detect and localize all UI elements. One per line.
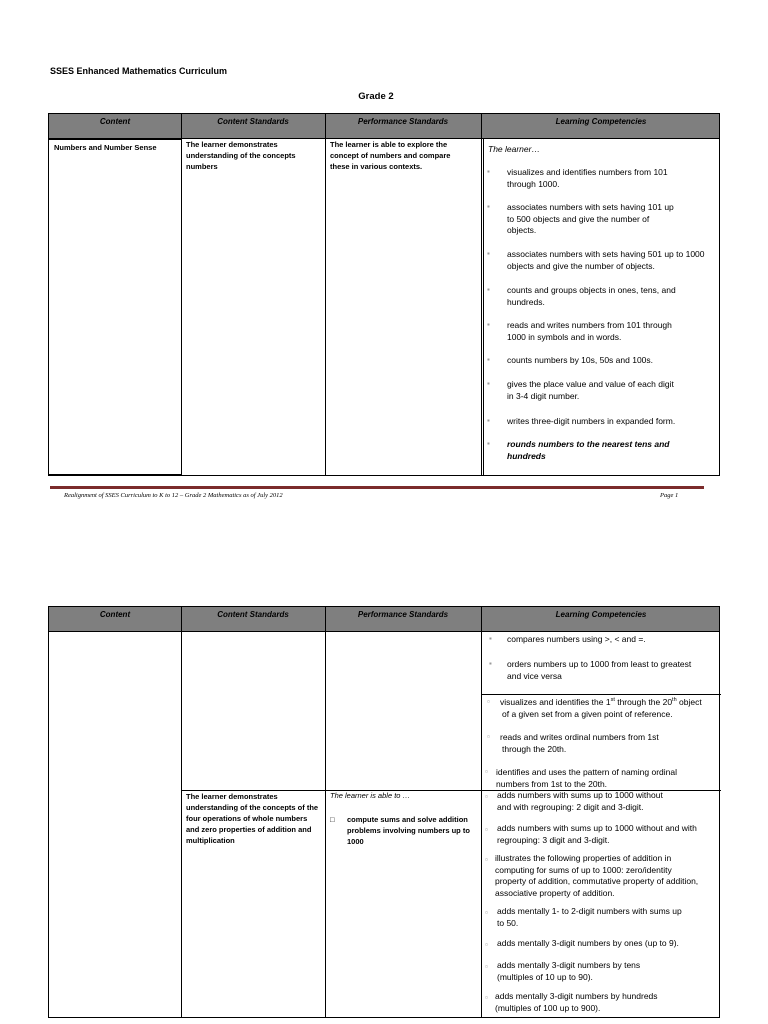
page-number: Page 1 bbox=[660, 492, 679, 499]
header-content: Content bbox=[99, 610, 131, 619]
column-divider bbox=[181, 114, 182, 476]
bullet-icon: ▫ bbox=[485, 825, 488, 834]
bullet-icon: ▪ bbox=[489, 634, 492, 643]
bullet-icon: ▫ bbox=[485, 993, 488, 1002]
list-item: gives the place value and value of each digit in 3-4 digit number. bbox=[507, 379, 674, 401]
list-item: reads and writes numbers from 101 through 1000 in symbols and in words. bbox=[507, 320, 672, 342]
header-performance-standards: Performance Standards bbox=[357, 610, 449, 619]
document-title: SSES Enhanced Mathematics Curriculum bbox=[50, 66, 228, 76]
column-divider bbox=[481, 607, 482, 1018]
bullet-icon: ▫ bbox=[485, 962, 488, 971]
performance-intro: The learner is able to … bbox=[330, 791, 411, 800]
curriculum-table-page2 bbox=[48, 606, 720, 1018]
list-item: adds mentally 3-digit numbers by hundreds (multiples of 100 up to 900). bbox=[495, 991, 658, 1013]
bullet-icon: ▪ bbox=[487, 249, 490, 258]
list-item: writes three-digit numbers in expanded form. bbox=[507, 416, 676, 426]
bullet-icon: ▫ bbox=[485, 792, 488, 801]
list-item: associates numbers with sets having 501 up to 1000 objects and give the number of objects. bbox=[507, 249, 705, 271]
list-item: adds numbers with sums up to 1000 without and with regrouping: 3 digit and 3-digit. bbox=[497, 823, 697, 845]
list-item: visualizes and identifies numbers from 101 through 1000. bbox=[507, 167, 668, 189]
header-content-standards: Content Standards bbox=[217, 117, 289, 126]
list-item: adds numbers with sums up to 1000 without and with regrouping: 2 digit and 3-digit. bbox=[497, 790, 663, 812]
bullet-icon: ▪ bbox=[487, 202, 490, 211]
grade-heading: Grade 2 bbox=[358, 91, 394, 102]
list-item: orders numbers up to 1000 from least to greatest and vice versa bbox=[507, 659, 692, 681]
bullet-icon: ▫ bbox=[487, 732, 490, 741]
row-divider bbox=[49, 474, 181, 475]
list-item: compares numbers using >, < and =. bbox=[507, 634, 646, 644]
column-divider bbox=[181, 607, 182, 1018]
curriculum-table-page1 bbox=[48, 113, 720, 476]
list-item: visualizes and identifies the 1st through the 20th object of a given set from a given point of reference. bbox=[500, 697, 702, 719]
list-item: illustrates the following properties of addition in computing for sums of up to 1000: zero/identity property of addition, commutative property of addition, associative property of addition. bbox=[495, 853, 699, 898]
bullet-icon: ▫ bbox=[485, 855, 488, 864]
content-cell: Numbers and Number Sense bbox=[54, 143, 157, 152]
row-divider bbox=[49, 139, 181, 140]
header-learning-competencies: Learning Competencies bbox=[555, 117, 647, 126]
list-item: rounds numbers to the nearest tens and hundreds bbox=[507, 439, 670, 461]
bullet-icon: ▪ bbox=[487, 320, 490, 329]
table-header bbox=[49, 607, 719, 632]
header-content-standards: Content Standards bbox=[217, 610, 289, 619]
bullet-icon: ▪ bbox=[487, 167, 490, 176]
bullet-icon: ▪ bbox=[487, 355, 490, 364]
list-item: adds mentally 3-digit numbers by tens (multiples of 10 up to 90). bbox=[497, 960, 641, 982]
column-divider bbox=[481, 114, 482, 476]
column-divider bbox=[325, 607, 326, 1018]
bullet-icon: ▫ bbox=[485, 908, 488, 917]
row-divider bbox=[481, 694, 721, 695]
bullet-icon: ▫ bbox=[487, 697, 490, 706]
header-content: Content bbox=[99, 117, 131, 126]
content-standard-cell: The learner demonstrates understanding of the concepts of the four operations of whole numbers and zero properties of addition and multiplication bbox=[186, 792, 319, 845]
bullet-icon: ▫ bbox=[485, 940, 488, 949]
list-item: adds mentally 1- to 2-digit numbers with sums up to 50. bbox=[497, 906, 682, 928]
list-item: reads and writes ordinal numbers from 1st through the 20th. bbox=[500, 732, 659, 754]
footer-text: Realignment of SSES Curriculum to K to 12 – Grade 2 Mathematics as of July 2012 bbox=[64, 492, 283, 499]
bullet-icon: ▫ bbox=[485, 767, 488, 776]
performance-standard-cell: The learner is able to explore the concept of numbers and compare these in various contexts. bbox=[330, 140, 451, 171]
list-item: counts numbers by 10s, 50s and 100s. bbox=[507, 355, 654, 365]
header-learning-competencies: Learning Competencies bbox=[555, 610, 647, 619]
bullet-icon: ▪ bbox=[487, 439, 490, 448]
list-item: associates numbers with sets having 101 up to 500 objects and give the number of objects. bbox=[507, 202, 674, 235]
bullet-icon: ▪ bbox=[487, 285, 490, 294]
bullet-icon: ▪ bbox=[489, 659, 492, 668]
performance-standard-item: compute sums and solve addition problems involving numbers up to 1000 bbox=[347, 815, 470, 846]
list-item: identifies and uses the pattern of naming ordinal numbers from 1st to the 20th. bbox=[496, 767, 677, 789]
table-header bbox=[49, 114, 719, 139]
column-divider bbox=[483, 138, 484, 476]
performance-bullet-icon: □ bbox=[330, 815, 335, 824]
bullet-icon: ▪ bbox=[487, 416, 490, 425]
footer-divider bbox=[50, 486, 704, 489]
list-item: adds mentally 3-digit numbers by ones (up to 9). bbox=[497, 938, 679, 948]
column-divider bbox=[325, 114, 326, 476]
learning-competencies-intro: The learner… bbox=[488, 144, 540, 154]
list-item: counts and groups objects in ones, tens, and hundreds. bbox=[507, 285, 676, 307]
bullet-icon: ▪ bbox=[487, 379, 490, 388]
content-standard-cell: The learner demonstrates understanding of the concepts numbers bbox=[186, 140, 296, 171]
header-performance-standards: Performance Standards bbox=[357, 117, 449, 126]
